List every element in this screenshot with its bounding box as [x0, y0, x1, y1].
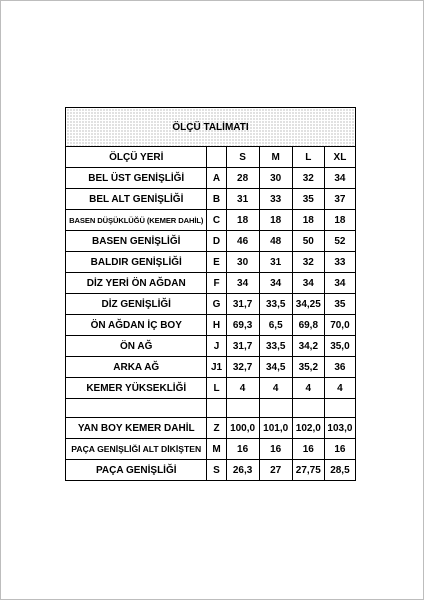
measurement-code: L	[207, 378, 226, 399]
table-row	[66, 418, 356, 439]
value-xl: 52	[324, 231, 355, 252]
measurement-name: BEL ÜST GENİŞLİĞİ	[66, 168, 207, 189]
table-row	[66, 378, 356, 399]
chart-title: ÖLÇÜ TALİMATI	[66, 108, 356, 147]
header-code	[207, 147, 226, 168]
title-row	[66, 108, 356, 147]
value-xl: 33	[324, 252, 355, 273]
measurement-code: M	[207, 439, 226, 460]
measurement-name: ARKA AĞ	[66, 357, 207, 378]
value-l: 18	[292, 210, 324, 231]
value-m: 27	[259, 460, 292, 481]
measurement-code: A	[207, 168, 226, 189]
value-xl: 35,0	[324, 336, 355, 357]
measurement-code: J1	[207, 357, 226, 378]
value-s: 16	[226, 439, 259, 460]
table-row	[66, 210, 356, 231]
value-l: 50	[292, 231, 324, 252]
value-xl	[324, 399, 355, 418]
value-l: 35	[292, 189, 324, 210]
value-l: 32	[292, 252, 324, 273]
value-s: 31,7	[226, 336, 259, 357]
value-xl: 34	[324, 273, 355, 294]
measurement-name: BASEN DÜŞÜKLÜĞÜ (KEMER DAHİL)	[66, 210, 207, 231]
value-l: 16	[292, 439, 324, 460]
value-s: 100,0	[226, 418, 259, 439]
measurement-code: B	[207, 189, 226, 210]
table-row	[66, 460, 356, 481]
value-s: 31	[226, 189, 259, 210]
value-s: 18	[226, 210, 259, 231]
value-xl: 35	[324, 294, 355, 315]
measurement-code: S	[207, 460, 226, 481]
measurement-name: DİZ GENİŞLİĞİ	[66, 294, 207, 315]
measurement-code: C	[207, 210, 226, 231]
value-m: 33	[259, 189, 292, 210]
value-l: 27,75	[292, 460, 324, 481]
measurement-code	[207, 399, 226, 418]
value-m: 34	[259, 273, 292, 294]
measurement-name: PAÇA GENİŞLİĞİ	[66, 460, 207, 481]
table-row	[66, 231, 356, 252]
value-s: 34	[226, 273, 259, 294]
value-xl: 18	[324, 210, 355, 231]
value-l: 32	[292, 168, 324, 189]
measurement-name: YAN BOY KEMER DAHİL	[66, 418, 207, 439]
value-m: 34,5	[259, 357, 292, 378]
table-row	[66, 252, 356, 273]
header-measurement: ÖLÇÜ YERİ	[66, 147, 207, 168]
value-l: 102,0	[292, 418, 324, 439]
value-l: 35,2	[292, 357, 324, 378]
measurement-name: BALDIR GENİŞLİĞİ	[66, 252, 207, 273]
table-row	[66, 357, 356, 378]
value-m: 4	[259, 378, 292, 399]
value-l: 34	[292, 273, 324, 294]
measurement-code: E	[207, 252, 226, 273]
measurement-code: J	[207, 336, 226, 357]
value-xl: 103,0	[324, 418, 355, 439]
measurement-name: DİZ YERİ ÖN AĞDAN	[66, 273, 207, 294]
value-s: 30	[226, 252, 259, 273]
value-s: 69,3	[226, 315, 259, 336]
value-m: 18	[259, 210, 292, 231]
value-s: 32,7	[226, 357, 259, 378]
value-m: 30	[259, 168, 292, 189]
value-xl: 4	[324, 378, 355, 399]
value-xl: 37	[324, 189, 355, 210]
value-xl: 28,5	[324, 460, 355, 481]
value-xl: 70,0	[324, 315, 355, 336]
measurement-code: G	[207, 294, 226, 315]
table-row	[66, 189, 356, 210]
value-m: 6,5	[259, 315, 292, 336]
size-chart-table	[65, 107, 356, 481]
value-s: 4	[226, 378, 259, 399]
measurement-name: ÖN AĞDAN İÇ BOY	[66, 315, 207, 336]
value-l: 69,8	[292, 315, 324, 336]
measurement-code: Z	[207, 418, 226, 439]
table-row	[66, 294, 356, 315]
value-m: 16	[259, 439, 292, 460]
header-size-xl: XL	[324, 147, 355, 168]
measurement-name: ÖN AĞ	[66, 336, 207, 357]
header-size-l: L	[292, 147, 324, 168]
measurement-name: BASEN GENİŞLİĞİ	[66, 231, 207, 252]
value-m: 48	[259, 231, 292, 252]
header-row	[66, 147, 356, 168]
measurement-code: D	[207, 231, 226, 252]
value-l: 34,25	[292, 294, 324, 315]
value-xl: 36	[324, 357, 355, 378]
value-m: 101,0	[259, 418, 292, 439]
value-m: 33,5	[259, 336, 292, 357]
value-s: 31,7	[226, 294, 259, 315]
value-m	[259, 399, 292, 418]
value-l	[292, 399, 324, 418]
value-s	[226, 399, 259, 418]
measurement-name: PAÇA GENİŞLİĞİ ALT DİKİŞTEN	[66, 439, 207, 460]
value-s: 46	[226, 231, 259, 252]
header-size-s: S	[226, 147, 259, 168]
value-s: 28	[226, 168, 259, 189]
measurement-name: KEMER YÜKSEKLİĞİ	[66, 378, 207, 399]
table-row-blank	[66, 399, 356, 418]
value-xl: 16	[324, 439, 355, 460]
measurement-code: H	[207, 315, 226, 336]
value-xl: 34	[324, 168, 355, 189]
measurement-code: F	[207, 273, 226, 294]
table-row	[66, 273, 356, 294]
value-l: 4	[292, 378, 324, 399]
header-size-m: M	[259, 147, 292, 168]
value-m: 31	[259, 252, 292, 273]
table-row	[66, 439, 356, 460]
table-row	[66, 336, 356, 357]
value-s: 26,3	[226, 460, 259, 481]
measurement-name	[66, 399, 207, 418]
table-row	[66, 315, 356, 336]
table-row	[66, 168, 356, 189]
value-l: 34,2	[292, 336, 324, 357]
measurement-name: BEL ALT GENİŞLİĞİ	[66, 189, 207, 210]
value-m: 33,5	[259, 294, 292, 315]
